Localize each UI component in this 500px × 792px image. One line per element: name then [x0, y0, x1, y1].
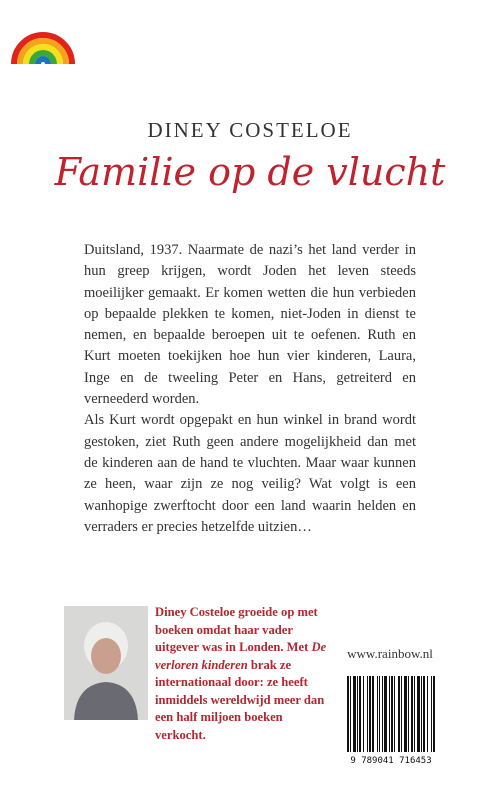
publisher-website: www.rainbow.nl [347, 646, 433, 661]
author-name: DINEY COSTELOE [147, 118, 353, 142]
blurb-paragraph-1: Duitsland, 1937. Naarmate de nazi’s het land verder in hun greep krijgen, wordt Joden het leven steeds moeilijker gemaakt. Er komen wetten die hun verbieden op bepaalde plekken te komen, niet-Joden in dienst te nemen, en bepaalde beroepen uit te oefenen. Ruth en Kurt moeten toekijken hoe hun vier kinderen, Laura, Inge en de tweeling Peter en Hans, getreiterd en verneederd worden. [84, 242, 416, 408]
author-portrait [64, 606, 148, 720]
bio-text-1: Diney Costeloe groeide op met boeken omdat haar vader uitgever was in Londen. Met [155, 605, 318, 654]
blurb-paragraph-2: Als Kurt wordt opgepakt en hun winkel in brand wordt gestoken, ziet Ruth geen andere mogelijkheid dan met de kinderen aan de hand te vluchten. Maar waar kunnen ze heen, waar zijn ze nog veilig? Wat volgt is een wanhopige zwerftocht door een land waarin helden en verraders er precies hetzelfde uitzien… [84, 412, 416, 535]
isbn-number: 9 789041 716453 [343, 756, 439, 766]
book-title: Familie op de vlucht [54, 150, 446, 194]
author-bio [155, 604, 330, 744]
blurb [84, 240, 416, 538]
rainbow-logo-icon [10, 20, 76, 66]
bio-book-title: De verloren kinderen [155, 640, 327, 672]
bio-text-2: brak ze internationaal door: ze heeft inmiddels wereldwijd meer dan een half miljoen boeken verkocht. [155, 657, 325, 742]
